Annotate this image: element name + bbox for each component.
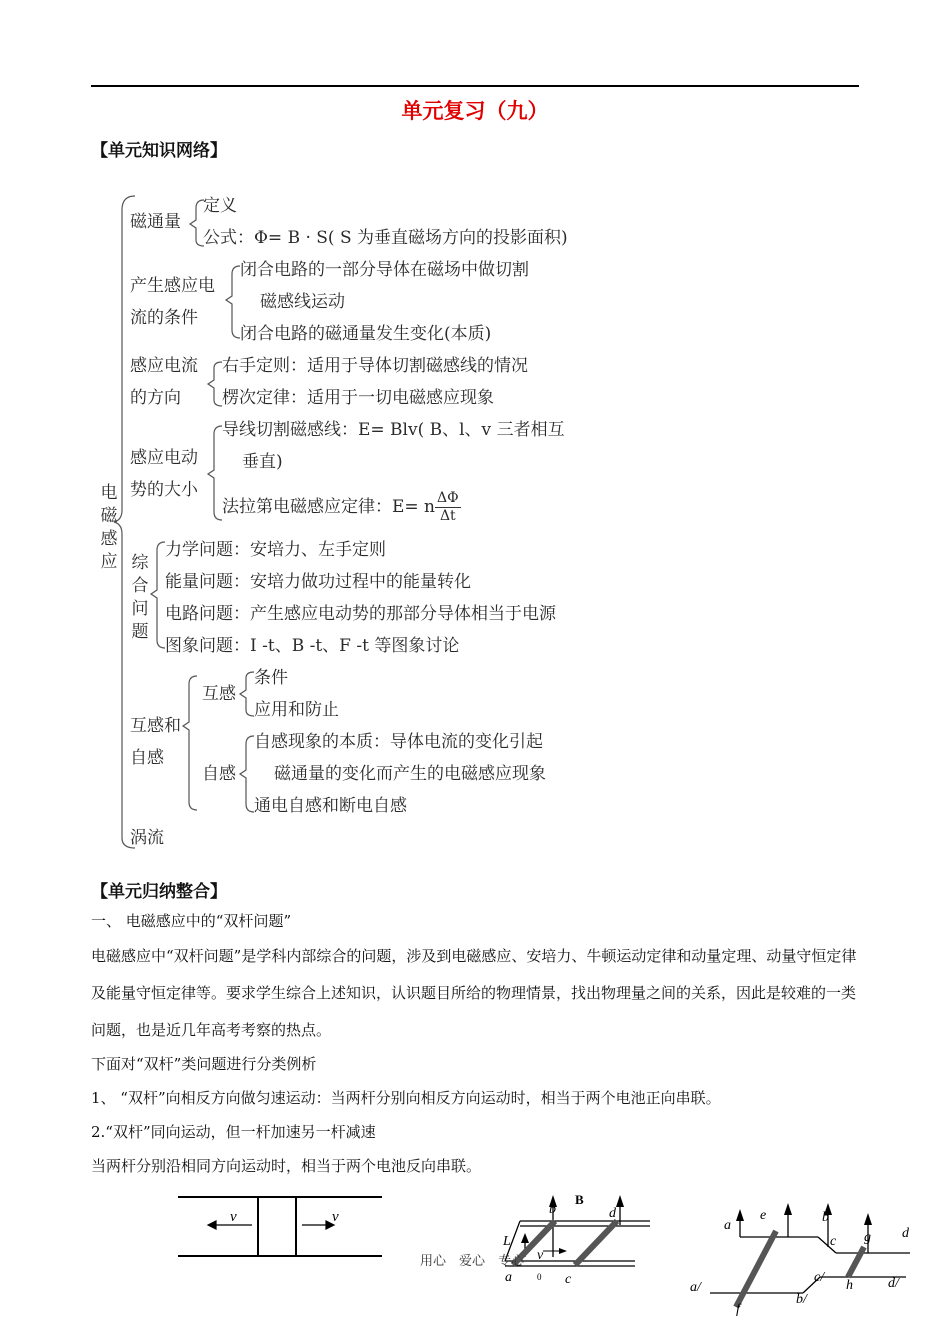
node-emf-2 (222, 490, 461, 525)
fig3-label: c (830, 1234, 837, 1249)
classification-line: 下面对“双杆”类问题进行分类例析 (91, 1055, 317, 1073)
node-mutual-1: 条件 (254, 668, 288, 688)
node-condition-l2: 流的条件 (130, 308, 198, 328)
node-self-2: 通电自感和断电自感 (254, 796, 407, 816)
node-comp-circuit: 电路问题：产生感应电动势的那部分导体相当于电源 (165, 604, 556, 624)
node-self: 自感 (202, 764, 236, 784)
node-comp-energy: 能量问题：安培力做功过程中的能量转化 (165, 572, 471, 592)
node-direction-l1: 感应电流 (130, 356, 198, 376)
velocity-label-left: v (230, 1209, 237, 1225)
case2-desc: 当两杆分别沿相同方向运动时，相当于两个电池反向串联。 (91, 1157, 482, 1175)
fraction-denominator: Δt (439, 508, 456, 524)
root-char: 电 (100, 483, 118, 503)
fig2-label: v (537, 1248, 544, 1263)
figure-stepped-rails (688, 1195, 918, 1325)
fig3-label: d (902, 1226, 909, 1241)
fig3-label: b/ (796, 1292, 807, 1307)
fig3-label: a (724, 1218, 731, 1233)
root-char: 感 (100, 529, 118, 549)
comp-char: 综 (131, 553, 149, 573)
fig2-label: B (575, 1192, 584, 1207)
node-flux-def: 定义 (203, 196, 237, 216)
mindmap-root (99, 482, 119, 574)
node-induction-l2: 自感 (130, 748, 164, 768)
fig2-label: a (505, 1270, 512, 1285)
root-char: 磁 (100, 506, 118, 526)
fig2-label: L (503, 1234, 511, 1249)
node-emf-1a: 导线切割磁感线：E= Blv( B、l、v 三者相互 (222, 420, 565, 440)
fig3-label: d/ (888, 1276, 899, 1291)
figure-magnetic-rails (495, 1185, 660, 1295)
node-mutual: 互感 (202, 684, 236, 704)
fig3-label: f (736, 1302, 740, 1317)
faraday-prefix: 法拉第电磁感应定律：E= n (222, 497, 436, 517)
comp-char: 合 (131, 576, 149, 596)
figure-opposite-rods (170, 1185, 390, 1270)
faraday-fraction (435, 490, 461, 525)
fig3-label: e (760, 1208, 767, 1223)
fig3-label: b (822, 1210, 829, 1225)
node-induction-l1: 互感和 (130, 716, 181, 736)
case2-line: 2.“双杆”同向运动，但一杆加速另一杆减速 (91, 1123, 376, 1141)
node-comp-graph: 图象问题：I -t、B -t、F -t 等图象讨论 (165, 636, 460, 656)
fig3-label: g (864, 1230, 871, 1245)
node-direction-l2: 的方向 (130, 388, 181, 408)
fig2-label: 0 (537, 1272, 542, 1282)
node-flux-formula: 公式：Φ= B · S( S 为垂直磁场方向的投影面积) (203, 228, 568, 248)
node-mutual-2: 应用和防止 (254, 700, 339, 720)
node-self-1a: 自感现象的本质：导体电流的变化引起 (254, 732, 543, 752)
comp-char: 问 (131, 599, 149, 619)
fig3-label: h (846, 1278, 853, 1293)
item1-title: 一、 电磁感应中的“双杆问题” (91, 912, 292, 930)
fig2-label: c (565, 1272, 572, 1287)
node-condition-2: 闭合电路的磁通量发生变化(本质) (240, 324, 492, 344)
section-heading-network: 【单元知识网络】 (91, 141, 227, 161)
case1-line: 1、 “双杆”向相反方向做匀速运动：当两杆分别向相反方向运动时，相当于两个电池正向串联。 (91, 1089, 721, 1107)
node-eddy: 涡流 (130, 828, 164, 848)
section-heading-summary: 【单元归纳整合】 (91, 882, 227, 902)
node-condition-1a: 闭合电路的一部分导体在磁场中做切割 (240, 260, 529, 280)
fig3-label: a/ (690, 1280, 701, 1295)
node-condition-l1: 产生感应电 (130, 276, 215, 296)
node-direction-2: 楞次定律：适用于一切电磁感应现象 (222, 388, 494, 408)
intro-paragraph: 电磁感应中“双杆问题”是学科内部综合的问题，涉及到电磁感应、安培力、牛顿运动定律和动量定理、动量守恒定律及能量守恒定律等。要求学生综合上述知识，认识题目所给的物理情景，找出物理量之间的关系，因此是较难的一类问题，也是近几年高考考察的热点。 (91, 947, 857, 1039)
node-emf-l1: 感应电动 (130, 448, 198, 468)
root-char: 应 (100, 552, 118, 572)
velocity-label-right: v (332, 1209, 339, 1225)
node-comp-mechanics: 力学问题：安培力、左手定则 (165, 540, 386, 560)
fraction-numerator: ΔΦ (437, 490, 459, 506)
page-title: 单元复习（九） (401, 99, 549, 123)
node-comprehensive (130, 552, 150, 644)
fig2-label: d (609, 1206, 616, 1221)
node-self-1b: 磁通量的变化而产生的电磁感应现象 (274, 764, 546, 784)
node-direction-1: 右手定则：适用于导体切割磁感线的情况 (222, 356, 528, 376)
fig3-label: c/ (814, 1270, 825, 1285)
comp-char: 题 (131, 622, 149, 642)
node-flux: 磁通量 (130, 212, 181, 232)
node-condition-1b: 磁感线运动 (260, 292, 345, 312)
page-footer: 用心 爱心 专心 (420, 1254, 525, 1269)
fig2-label: b (549, 1202, 556, 1217)
node-emf-l2: 势的大小 (130, 480, 198, 500)
node-emf-1b: 垂直) (242, 452, 283, 472)
